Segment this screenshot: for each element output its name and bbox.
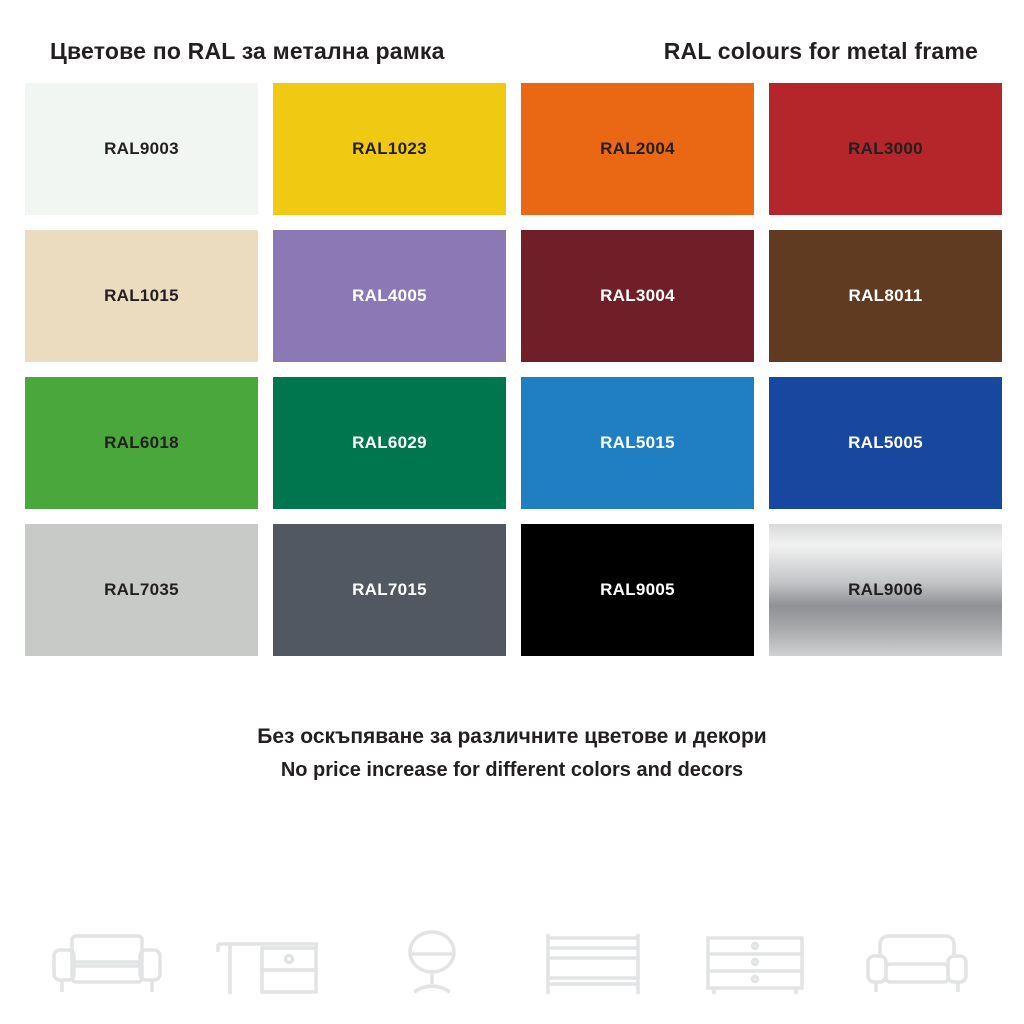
header — [0, 0, 1024, 65]
color-swatch[interactable] — [273, 377, 506, 509]
color-swatch[interactable] — [769, 524, 1002, 656]
dresser-icon — [696, 918, 814, 998]
color-swatch[interactable] — [25, 524, 258, 656]
color-swatch[interactable] — [25, 230, 258, 362]
swatch-label: RAL1023 — [352, 139, 427, 158]
swatch-label: RAL4005 — [352, 286, 427, 305]
footer-icon-row — [0, 918, 1024, 998]
swatch-label: RAL2004 — [600, 139, 675, 158]
bed-icon — [534, 918, 652, 998]
swatch-label: RAL9005 — [600, 580, 675, 599]
color-swatch[interactable] — [521, 230, 754, 362]
swatch-label: RAL7015 — [352, 580, 427, 599]
subtitle-en: No price increase for different colors and decors — [280, 759, 744, 781]
swatch-label: RAL6029 — [352, 433, 427, 452]
page-title-en: RAL colours for metal frame — [663, 38, 978, 64]
color-swatch[interactable] — [521, 83, 754, 215]
page-title-bg: Цветове по RAL за метална рамка — [50, 38, 445, 64]
swatch-label: RAL9003 — [104, 139, 179, 158]
color-swatch[interactable] — [769, 83, 1002, 215]
color-swatch[interactable] — [25, 83, 258, 215]
swatch-label: RAL3000 — [848, 139, 923, 158]
office-chair-icon — [372, 918, 490, 998]
swatch-label: RAL3004 — [600, 286, 675, 305]
sofa-icon — [48, 918, 166, 998]
swatch-label: RAL6018 — [104, 433, 179, 452]
swatch-grid — [22, 83, 1002, 671]
color-swatch[interactable] — [25, 377, 258, 509]
swatch-label: RAL5005 — [848, 433, 923, 452]
subtitle-bg: Без оскъпяване за различните цветове и декори — [257, 725, 767, 748]
color-swatch[interactable] — [769, 377, 1002, 509]
desk-icon — [210, 918, 328, 998]
color-swatch[interactable] — [273, 524, 506, 656]
swatch-label: RAL7035 — [104, 580, 179, 599]
color-swatch[interactable] — [521, 524, 754, 656]
swatch-label: RAL5015 — [600, 433, 675, 452]
swatch-label: RAL8011 — [848, 286, 923, 305]
color-swatch[interactable] — [273, 83, 506, 215]
swatch-label: RAL1015 — [104, 286, 179, 305]
color-swatch[interactable] — [273, 230, 506, 362]
armchair-icon — [858, 918, 976, 998]
subtitles — [0, 725, 1024, 782]
swatch-label: RAL9006 — [848, 580, 923, 599]
color-swatch[interactable] — [521, 377, 754, 509]
color-swatch[interactable] — [769, 230, 1002, 362]
